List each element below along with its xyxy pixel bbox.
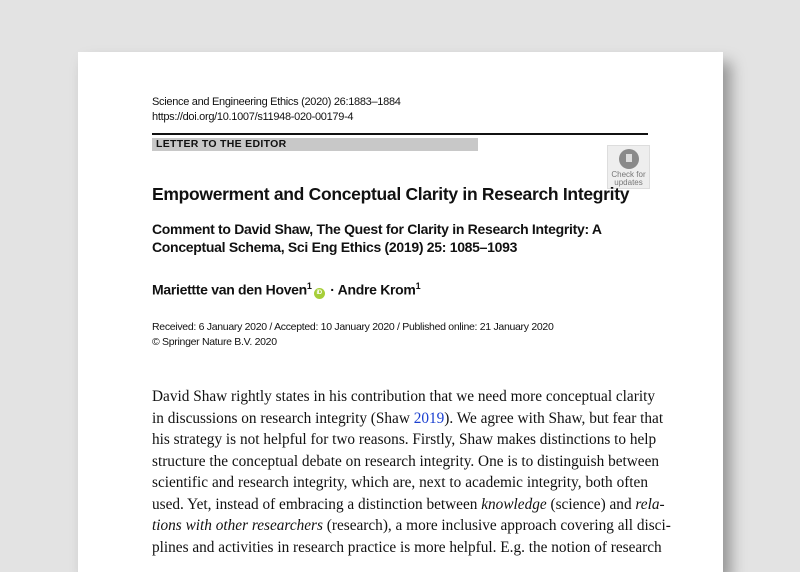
affiliation-marker: 1 bbox=[306, 281, 312, 291]
journal-reference: Science and Engineering Ethics (2020) 26:1883–1884 bbox=[152, 96, 401, 108]
body-line: his strategy is not helpful for two reasons. Firstly, Shaw makes distinctions to help bbox=[152, 431, 657, 448]
text: (research), a more inclusive approach covering all disci- bbox=[322, 517, 671, 534]
article-title: Empowerment and Conceptual Clarity in Research Integrity bbox=[152, 184, 630, 204]
affiliation-marker: 1 bbox=[415, 281, 421, 291]
emphasis: rela- bbox=[635, 495, 665, 513]
section-label: LETTER TO THE EDITOR bbox=[152, 138, 478, 151]
author-name[interactable]: Andre Krom bbox=[337, 281, 416, 298]
check-updates-text: Check for bbox=[611, 170, 646, 179]
author-separator: · bbox=[326, 281, 338, 298]
paper-page bbox=[78, 52, 723, 572]
publication-dates bbox=[152, 320, 553, 349]
text: used. Yet, instead of embracing a distinction between bbox=[152, 495, 482, 513]
citation-link[interactable]: 2019 bbox=[413, 409, 445, 427]
body-line bbox=[152, 494, 665, 516]
subtitle-line: Conceptual Schema, Sci Eng Ethics (2019) 25: 1085–1093 bbox=[152, 239, 518, 255]
check-for-updates-button[interactable] bbox=[607, 145, 650, 189]
text: ). We agree with Shaw, but fear that bbox=[444, 409, 664, 427]
body-line: scientific and research integrity, which are, next to academic integrity, both often bbox=[152, 474, 648, 491]
check-updates-text: updates bbox=[614, 178, 643, 187]
copyright: © Springer Nature B.V. 2020 bbox=[152, 335, 277, 348]
subtitle-line: Comment to David Shaw, The Quest for Clarity in Research Integrity: A bbox=[152, 221, 602, 237]
emphasis: knowledge bbox=[481, 495, 547, 513]
author-name[interactable]: Mariettte van den Hoven bbox=[152, 281, 307, 298]
doi-link[interactable]: https://doi.org/10.1007/s11948-020-00179-4 bbox=[152, 111, 354, 123]
body-line bbox=[152, 515, 671, 537]
bookmark-icon bbox=[619, 149, 639, 169]
body-line bbox=[152, 408, 664, 430]
emphasis: tions with other researchers bbox=[152, 517, 323, 534]
article-subtitle bbox=[152, 220, 602, 256]
orcid-icon[interactable]: iD bbox=[314, 288, 325, 299]
text: in discussions on research integrity (Shaw bbox=[152, 409, 414, 427]
header-rule bbox=[152, 133, 648, 135]
body-line: structure the conceptual debate on research integrity. One is to distinguish between bbox=[152, 452, 660, 470]
author-list bbox=[152, 281, 420, 299]
body-line: David Shaw rightly states in his contribution that we need more conceptual clarity bbox=[152, 388, 655, 405]
text: (science) and bbox=[546, 495, 636, 513]
body-line: plines and activities in research practice is more helpful. E.g. the notion of research bbox=[152, 538, 662, 556]
body-paragraph bbox=[152, 386, 671, 558]
journal-citation bbox=[152, 95, 401, 125]
history-dates: Received: 6 January 2020 / Accepted: 10 January 2020 / Published online: 21 January 2020 bbox=[152, 321, 554, 333]
